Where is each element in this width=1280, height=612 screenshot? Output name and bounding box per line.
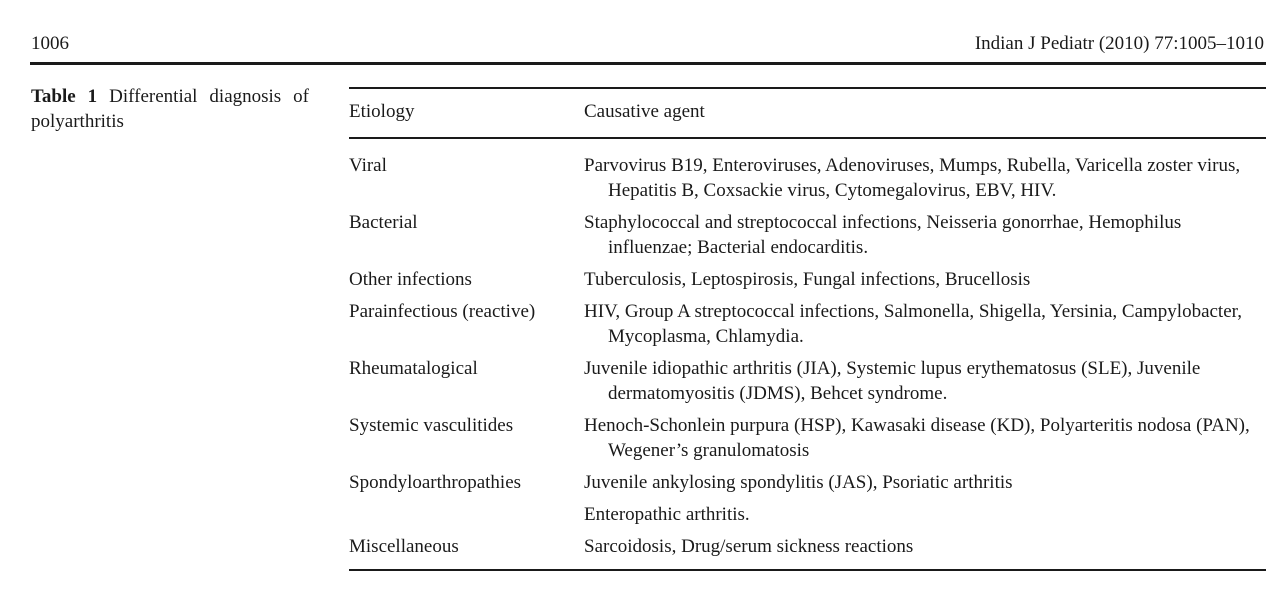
etiology-cell: Rheumatalogical [349,358,478,379]
causative-agent-cell: Tuberculosis, Leptospirosis, Fungal infections, Brucellosis [584,269,1031,290]
causative-agent-cell: Juvenile idiopathic arthritis (JIA), Systemic lupus erythematosus (SLE), Juvenile dermatomyositis (JDMS), Behcet syndrome. [584,358,1201,404]
etiology-cell: Spondyloarthropathies [349,472,522,493]
causative-agent-cell: Sarcoidosis, Drug/serum sickness reactions [584,536,914,557]
table-row [349,299,1266,349]
table-caption [31,84,309,134]
header-rule [30,62,1266,65]
table-row [349,356,1266,406]
column-header-etiology: Etiology [349,101,415,122]
table-body [349,153,1266,566]
etiology-cell [349,502,584,527]
column-header-causative-agent: Causative agent [584,101,705,122]
causative-agent-cell: Juvenile ankylosing spondylitis (JAS), Psoriatic arthritis [584,472,1013,493]
table-caption-label: Table 1 [31,86,98,107]
causative-agent-cell: Parvovirus B19, Enteroviruses, Adenoviruses, Mumps, Rubella, Varicella zoster virus, Hepatitis B, Coxsackie virus, Cytomegalovirus, EBV, HIV. [584,155,1241,201]
causative-agent-cell: Staphylococcal and streptococcal infections, Neisseria gonorrhae, Hemophilus influenzae; Bacterial endocarditis. [584,212,1182,258]
page-number: 1006 [31,33,69,54]
table-caption-text: Differential diagnosis of polyarthritis [31,86,309,132]
causative-agent-cell: Henoch-Schonlein purpura (HSP), Kawasaki disease (KD), Polyarteritis nodosa (PAN), Wegener’s granulomatosis [584,415,1250,461]
table-row [349,502,1266,527]
journal-citation: Indian J Pediatr (2010) 77:1005–1010 [974,33,1264,54]
table-row [349,413,1266,463]
table-top-rule [349,87,1266,89]
causative-agent-cell: HIV, Group A streptococcal infections, Salmonella, Shigella, Yersinia, Campylobacter, Mycoplasma, Chlamydia. [584,301,1242,347]
table-row [349,534,1266,559]
table-row [349,153,1266,203]
etiology-cell: Miscellaneous [349,536,459,557]
causative-agent-cell: Enteropathic arthritis. [584,504,750,525]
etiology-cell: Viral [349,155,387,176]
etiology-cell: Bacterial [349,212,418,233]
table-bottom-rule [349,569,1266,571]
table-row [349,267,1266,292]
table-header-rule [349,137,1266,139]
table-row [349,470,1266,495]
etiology-cell: Parainfectious (reactive) [349,301,536,322]
etiology-cell: Other infections [349,269,472,290]
etiology-cell: Systemic vasculitides [349,415,514,436]
table-row [349,210,1266,260]
